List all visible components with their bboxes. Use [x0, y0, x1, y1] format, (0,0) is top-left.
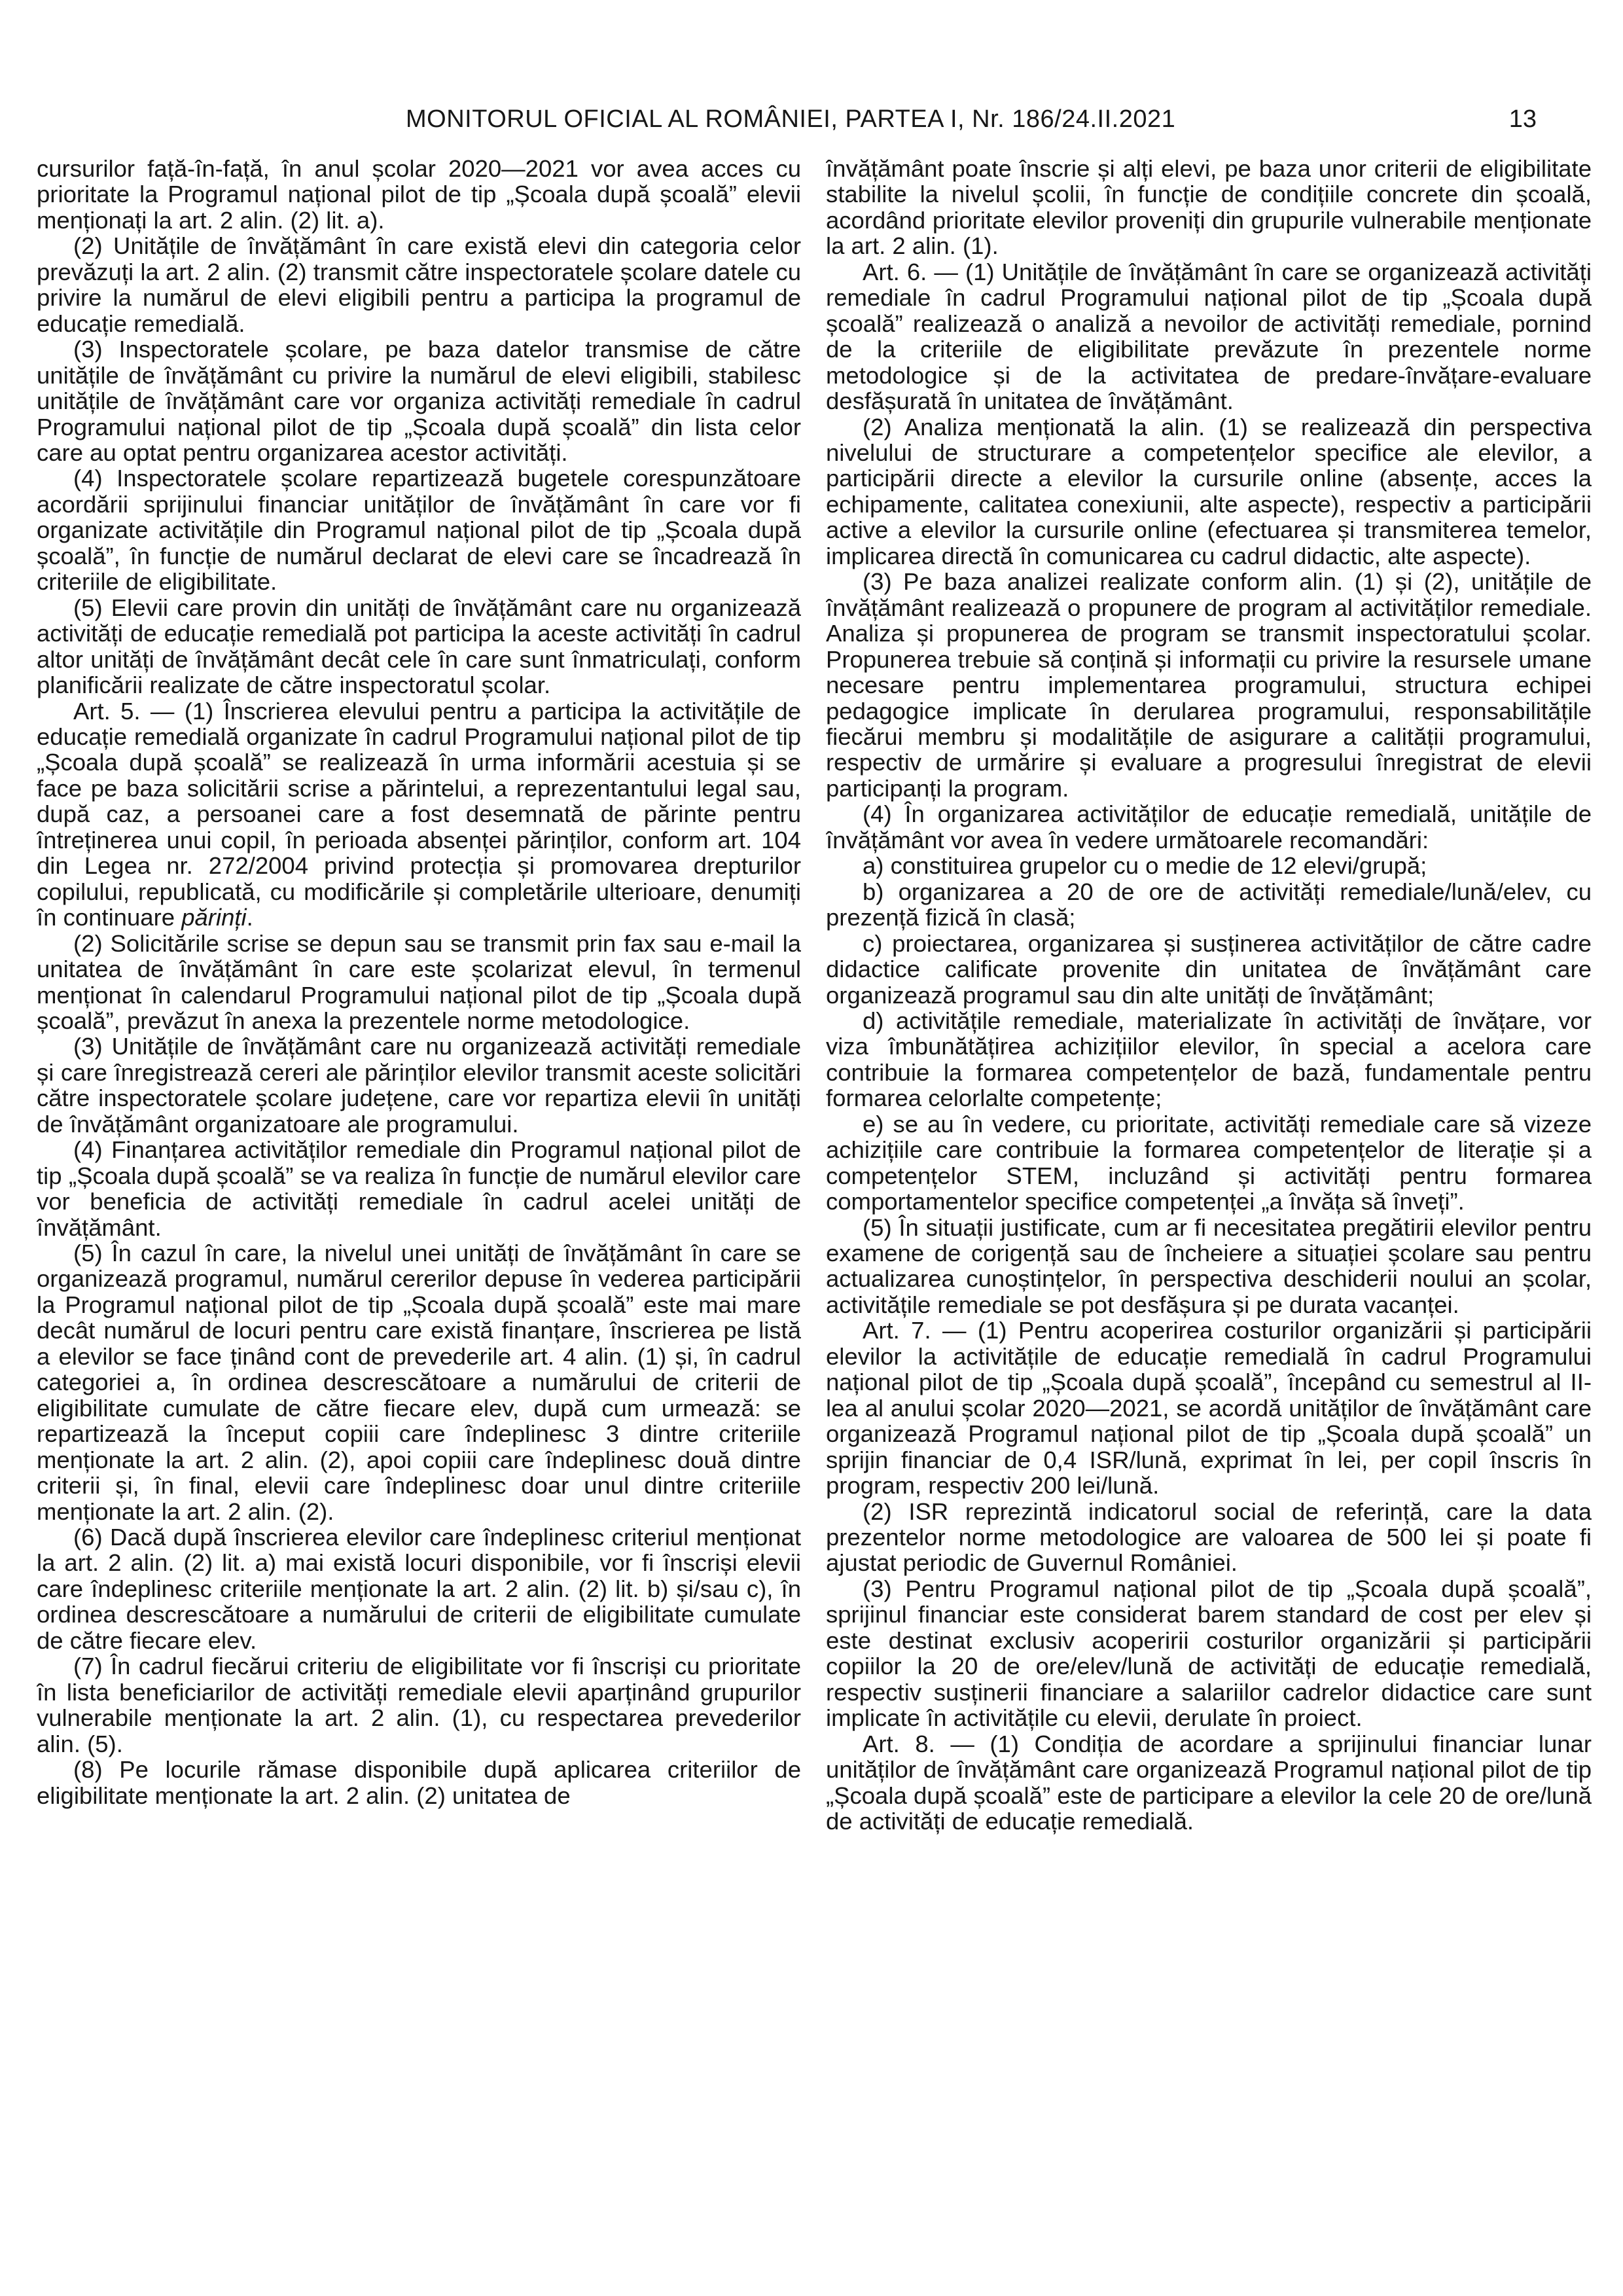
- paragraph-art4-2: (2) Unitățile de învățământ în care există elevi din categoria celor prevăzuți la art. 2 alin. (2) transmit către inspectoratele școlare datele cu privire la numărul de elevi eligibili pentru a participa la programul de educație remedială.: [37, 232, 801, 337]
- left-column: [37, 156, 801, 2203]
- list-item-c: c) proiectarea, organizarea și susținerea activităților de către cadre didactice calificate provenite din unitatea de învățământ care organizează programul sau din alte unități de învățământ;: [826, 929, 1592, 1009]
- paragraph-art8-1: Art. 8. — (1) Condiția de acordare a sprijinului financiar lunar unităților de învățământ care organizează Programul național pilot de tip „Școala după școală” este de participare a elevilor la cele 20 de ore/lună de activități de educație remedială.: [826, 1730, 1592, 1835]
- paragraph-art6-1: Art. 6. — (1) Unitățile de învățământ în care se organizează activități remediale în cadrul Programului național pilot de tip „Școala după școală” realizează o analiză a nevoilor de activități remediale, pornind de la criteriile de eligibilitate prevăzute în prezentele norme metodologice și de la activitatea de predare-învățare-evaluare desfășurată în unitatea de învățământ.: [826, 258, 1592, 415]
- paragraph-art4-4: (4) Inspectoratele școlare repartizează bugetele corespunzătoare acordării sprijinului financiar unităților de învățământ în care vor fi organizate activitățile din Programul național pilot de tip „Școala după școală”, în funcție de numărul declarat de elevi care se încadrează în criteriile de eligibilitate.: [37, 465, 801, 596]
- list-item-a: a) constituirea grupelor cu o medie de 12 elevi/grupă;: [863, 852, 1427, 880]
- paragraph-art5-1: Art. 5. — (1) Înscrierea elevului pentru a participa la activitățile de educație remedială organizate în cadrul Programului național pilot de tip „Școala după școală” se realizează în urma informării acestuia și se face pe baza solicitării scrise a părintelui, a reprezentantului legal sau, după caz, a persoanei care a fost desemnată de părinte pentru întreținerea unui copil, în perioada absenței părinților, conform art. 104 din Legea nr. 272/2004 privind protecția și promovarea drepturilor copilului, republicată, cu modificările și completările ulterioare, denumiți în continuare părinți.: [37, 697, 801, 931]
- paragraph-art4-3: (3) Inspectoratele școlare, pe baza datelor transmise de către unitățile de învățământ cu privire la numărul de elevi eligibili, stabilesc unitățile de învățământ care vor organiza activități remediale în cadrul Programului național pilot de tip „Școala după școală” din lista celor care au optat pentru organizarea acestor activități.: [37, 336, 801, 466]
- right-column: [826, 156, 1592, 2203]
- defined-term: părinți: [181, 904, 247, 931]
- page-header: MONITORUL OFICIAL AL ROMÂNIEI, PARTEA I, Nr. 186/24.II.2021: [406, 105, 1176, 133]
- page-number: 13: [1508, 105, 1537, 133]
- paragraph-art5-5: (5) În cazul în care, la nivelul unei unități de învățământ în care se organizează programul, numărul cererilor depuse în vederea participării la Programul național pilot de tip „Școala după școală” este mai mare decât numărul de locuri pentru care există finanțare, înscrierea pe listă a elevilor se face ținând cont de prevederile art. 4 alin. (1) și, în cadrul categoriei a, în ordinea descrescătoare a numărului de criterii de eligibilitate cumulate de către fiecare elev, după cum urmează: se repartizează la început copiii care îndeplinesc 3 dintre criteriile menționate la art. 2 alin. (2), apoi copiii care îndeplinesc două dintre criterii și, în final, elevii care îndeplinesc doar unul dintre criteriile menționate la art. 2 alin. (2).: [37, 1240, 801, 1525]
- paragraph-art6-4: (4) În organizarea activităților de educație remedială, unitățile de învățământ vor avea în vedere următoarele recomandări:: [826, 800, 1592, 853]
- paragraph-art4-5: (5) Elevii care provin din unități de învățământ care nu organizează activități de educație remedială pot participa la aceste activități în cadrul altor unități de învățământ decât cele în care sunt înmatriculați, conform planificării realizate de către inspectoratul școlar.: [37, 594, 801, 699]
- paragraph-art4-1-continued: cursurilor față-în-față, în anul școlar 2020—2021 vor avea acces cu prioritate la Programul național pilot de tip „Școala după școală” elevii menționați la art. 2 alin. (2) lit. a).: [37, 156, 801, 234]
- paragraph-art6-2: (2) Analiza menționată la alin. (1) se realizează din perspectiva nivelului de structurare a competențelor specifice ale elevilor, a participării directe a elevilor la cursurile online (absențe, acces la echipamente, calitatea conexiunii, alte aspecte), respectiv a participării active a elevilor la cursurile online (efectuarea și transmiterea temelor, implicarea directă în comunicarea cu cadrul didactic, alte aspecte).: [826, 413, 1592, 569]
- list-item-b: b) organizarea a 20 de ore de activități remediale/lună/elev, cu prezență fizică în clasă;: [826, 878, 1592, 931]
- paragraph-art5-4: (4) Finanțarea activităților remediale din Programul național pilot de tip „Școala după școală” se va realiza în funcție de numărul elevilor care vor beneficia de activități remediale în cadrul acelei unități de învățământ.: [37, 1136, 801, 1241]
- paragraph-art7-2: (2) ISR reprezintă indicatorul social de referință, care la data prezentelor norme metodologice are valoarea de 500 lei și poate fi ajustat periodic de Guvernul României.: [826, 1498, 1592, 1577]
- paragraph-art6-3: (3) Pe baza analizei realizate conform alin. (1) și (2), unitățile de învățământ realizează o propunere de program al activităților remediale. Analiza și propunerea de program se transmit inspectoratului școlar. Propunerea trebuie să conțină și informații cu privire la resursele umane necesare pentru implementarea programului, structura echipei pedagogice implicate în derularea programului, responsabilitățile fiecărui membru și modalitățile de asigurare a calității programului, respectiv de urmărire și evaluare a progresului înregistrat de elevii participanți la program.: [826, 568, 1592, 802]
- paragraph-art5-7: (7) În cadrul fiecărui criteriu de eligibilitate vor fi înscriși cu prioritate în lista beneficiarilor de activități remediale elevii aparținând grupurilor vulnerabile menționate la art. 2 alin. (1), cu respectarea prevederilor alin. (5).: [37, 1653, 801, 1757]
- paragraph-art5-1-text: Art. 5. — (1) Înscrierea elevului pentru a participa la activitățile de educație remedială organizate în cadrul Programului național pilot de tip „Școala după școală” se realizează în urma informării acestuia și se face pe baza solicitării scrise a părintelui, a reprezentantului legal sau, după caz, a persoanei care a fost desemnată de părinte pentru întreținerea unui copil, în perioada absenței părinților, conform art. 104 din Legea nr. 272/2004 privind protecția și promovarea drepturilor copilului, republicată, cu modificările și completările ulterioare, denumiți în continuare: [37, 697, 801, 931]
- paragraph-art5-8-continued: învățământ poate înscrie și alți elevi, pe baza unor criterii de eligibilitate stabilite la nivelul școlii, în funcție de condițiile concrete din școală, acordând prioritate elevilor proveniți din grupurile vulnerabile menționate la art. 2 alin. (1).: [826, 156, 1592, 260]
- paragraph-art5-3: (3) Unitățile de învățământ care nu organizează activități remediale și care înregistrează cereri ale părinților elevilor transmit aceste solicitări către inspectoratele școlare județene, care vor repartiza elevii în unități de învățământ organizatoare ale programului.: [37, 1033, 801, 1138]
- list-item-d: d) activitățile remediale, materializate în activități de învățare, vor viza îmbunătățirea achizițiilor elevilor, în special a acelora care contribuie la formarea competențelor de bază, fundamentale pentru formarea celorlalte competențe;: [826, 1007, 1592, 1112]
- paragraph-art5-8: (8) Pe locurile rămase disponibile după aplicarea criteriilor de eligibilitate menționate la art. 2 alin. (2) unitatea de: [37, 1756, 801, 1809]
- paragraph-art5-6: (6) Dacă după înscrierea elevilor care îndeplinesc criteriul menționat la art. 2 alin. (2) lit. a) mai există locuri disponibile, vor fi înscriși elevii care îndeplinesc criteriile menționate la art. 2 alin. (2) lit. b) și/sau c), în ordinea descrescătoare a numărului de criterii de eligibilitate cumulate de către fiecare elev.: [37, 1524, 801, 1654]
- paragraph-art7-1: Art. 7. — (1) Pentru acoperirea costurilor organizării și participării elevilor la activitățile de educație remedială în cadrul Programului național pilot de tip „Școala după școală”, începând cu semestrul al II-lea al anului școlar 2020—2021, se acordă unităților de învățământ care organizează Programul național pilot de tip „Școala după școală” un sprijin financiar de 0,4 ISR/lună, exprimat în lei, per copil înscris în program, respectiv 200 lei/lună.: [826, 1317, 1592, 1499]
- paragraph-art6-5: (5) În situații justificate, cum ar fi necesitatea pregătirii elevilor pentru examene de corigență sau de încheiere a situației școlare sau pentru actualizarea cunoștințelor, în perspectiva deschiderii noului an școlar, activitățile remediale se pot desfășura și pe durata vacanței.: [826, 1213, 1592, 1318]
- paragraph-art5-2: (2) Solicitările scrise se depun sau se transmit prin fax sau e-mail la unitatea de învățământ în care este școlarizat elevul, în termenul menționat în calendarul Programului național pilot de tip „Școala după școală”, prevăzut în anexa la prezentele norme metodologice.: [37, 929, 801, 1034]
- list-item-e: e) se au în vedere, cu prioritate, activități remediale care să vizeze achizițiile care contribuie la formarea competențelor de literație și a competențelor STEM, incluzând și activități pentru formarea comportamentelor specifice competenței „a învăța să înveți”.: [826, 1110, 1592, 1215]
- paragraph-art7-3: (3) Pentru Programul național pilot de tip „Școala după școală”, sprijinul financiar este considerat barem standard de cost per elev și este destinat exclusiv acoperirii costurilor organizării și participării copiilor la 20 de ore/elev/lună de activități de educație remedială, respectiv susținerii financiare a salariilor cadrelor didactice care sunt implicate în activitățile cu elevii, derulate în proiect.: [826, 1575, 1592, 1732]
